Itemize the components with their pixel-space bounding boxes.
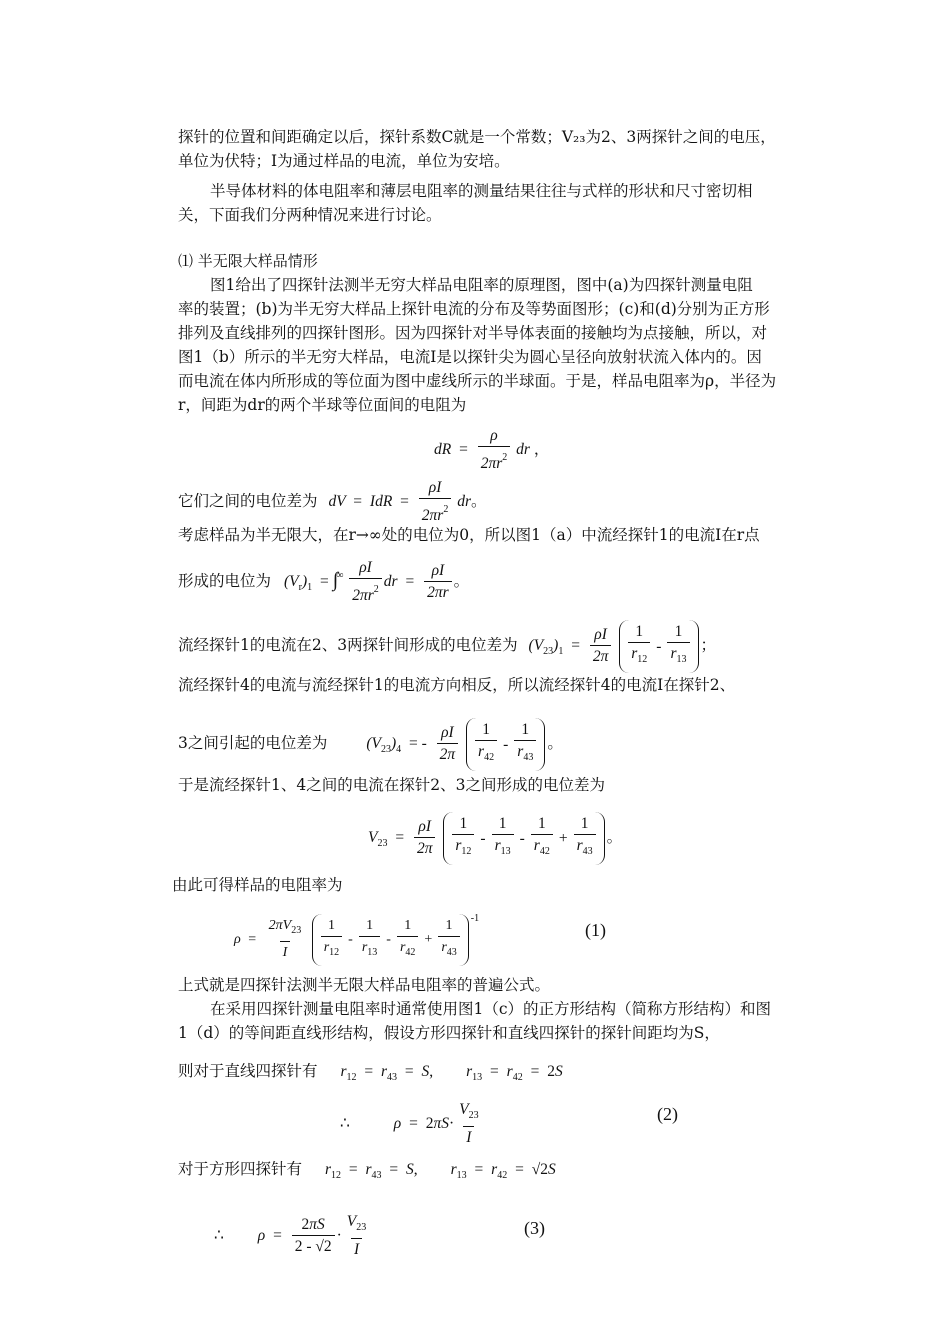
section-heading: ⑴ 半无限大样品情形 <box>178 252 318 270</box>
equation-3: ∴ ρ = $\frac{2\pi S}{2 - √2}$ · $\frac{V_{23}}{I}$ <box>214 1212 371 1261</box>
equation-number: (2) <box>657 1104 678 1124</box>
paragraph-line: 率的装置；(b)为半无穷大样品上探针电流的分布及等势面图形；(c)和(d)分别为正方形 <box>178 300 770 318</box>
paragraph-line: r，间距为dr的两个半球等位面间的电阻为 <box>178 396 467 414</box>
equation-1: ρ = $\frac{2\pi V_{23}}{I}$ $\frac{1}{r_{12}}$ - $\frac{1}{r_{13}}$ - $\frac{1}{r_{42}}$ + $\frac{1}{r_{43}}$ $^{-1}$ <box>234 908 479 966</box>
paragraph-line: 在采用四探针测量电阻率时通常使用图1（c）的正方形结构（简称方形结构）和图 <box>210 1000 772 1018</box>
paragraph-line: 而电流在体内所形成的等位面为图中虚线所示的半球面。于是，样品电阻率为ρ，半径为 <box>178 372 777 390</box>
paragraph-line: 半导体材料的体电阻率和薄层电阻率的测量结果往往与式样的形状和尺寸密切相 <box>210 182 753 200</box>
paragraph-line: 于是流经探针1、4之间的电流在探针2、3之间形成的电位差为 <box>178 776 605 794</box>
inline-text: 则对于直线四探针有 <box>178 1062 318 1080</box>
inline-text: 流经探针1的电流在2、3两探针间形成的电位差为 <box>178 636 518 655</box>
equation-square-line: 对于方形四探针有 $r_{12} = r_{43} = S$, $r_{13} = r_{42} = √2S$ <box>178 1160 556 1181</box>
paragraph-line: 由此可得样品的电阻率为 <box>172 876 343 894</box>
paragraph-line: 流经探针4的电流与流经探针1的电流方向相反，所以流经探针4的电流I在探针2、 <box>178 676 736 694</box>
inline-text: 对于方形四探针有 <box>178 1160 303 1178</box>
paragraph-line: 1（d）的等间距直线形结构，假设方形四探针和直线四探针的探针间距均为S， <box>178 1024 720 1042</box>
equation-dR: dR = $\frac{\rho}{2\pi r^2}$ dr ， <box>434 426 549 475</box>
paragraph-line: 上式就是四探针法测半无限大样品电阻率的普遍公式。 <box>178 976 551 994</box>
paragraph-line: 图1给出了四探针法测半无穷大样品电阻率的原理图，图中(a)为四探针测量电阻 <box>210 276 753 294</box>
paragraph-line: 关，下面我们分两种情况来进行讨论。 <box>178 206 442 224</box>
paragraph-line: 探针的位置和间距确定以后，探针系数C就是一个常数；V₂₃为2、3两探针之间的电压， <box>178 128 776 146</box>
equation-dV-line: 它们之间的电位差为 dV = IdR = $\frac{\rho I}{2\pi r^2}$ dr。 <box>178 478 487 527</box>
paragraph-line: 图1（b）所示的半无穷大样品，电流I是以探针尖为圆心呈径向放射状流入体内的。因 <box>178 348 762 366</box>
equation-V23-4-line: 3之间引起的电位差为 $(V_{23})_4$ = - $\frac{\rho I}{2\pi}$ $\frac{1}{r_{42}}$ - $\frac{1}{r_{43}}$ 。 <box>178 718 563 771</box>
equation-linear-line: 则对于直线四探针有 $r_{12} = r_{43} = S$, $r_{13} = r_{42} = 2S$ <box>178 1062 563 1083</box>
inline-text: 形成的电位为 <box>178 572 272 591</box>
equation-2: ∴ ρ = 2πS· $\frac{V_{23}}{I}$ <box>340 1100 484 1149</box>
equation-V23: $V_{23}$ = $\frac{\rho I}{2\pi}$ $\frac{1}{r_{12}}$ - $\frac{1}{r_{13}}$ - $\frac{1}{r_{42}}$ + $\frac{1}{r_{43}}$ 。 <box>368 812 622 865</box>
equation-number: (1) <box>585 920 606 940</box>
equation-V23-1-line: 流经探针1的电流在2、3两探针间形成的电位差为 $(V_{23})_1$ = $\frac{\rho I}{2\pi}$ $\frac{1}{r_{12}}$ - $\frac{1}{r_{13}}$ ； <box>178 620 716 673</box>
paragraph-line: 单位为伏特；I为通过样品的电流，单位为安培。 <box>178 152 510 170</box>
paragraph-line: 排列及直线排列的四探针图形。因为四探针对半导体表面的接触均为点接触，所以，对 <box>178 324 768 342</box>
equation-number: (3) <box>524 1218 545 1238</box>
equation-Vr-line: 形成的电位为 $(V_r)_1 = \int^\infty$ $\frac{\rho I}{2\pi r^2}$ dr = $\frac{\rho I}{2\pi r}$ 。 <box>178 558 469 607</box>
paragraph-line: 考虑样品为半无限大，在r→∞处的电位为0，所以图1（a）中流经探针1的电流I在r点 <box>178 526 760 544</box>
inline-text: 它们之间的电位差为 <box>178 492 318 511</box>
inline-text: 3之间引起的电位差为 <box>178 734 328 753</box>
